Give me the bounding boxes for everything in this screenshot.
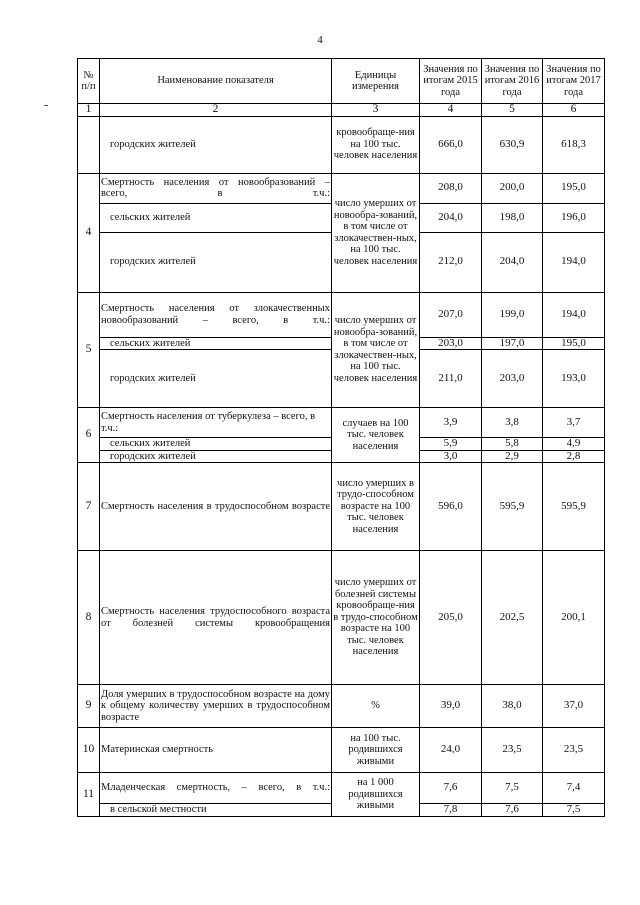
indicator-name: Смертность населения трудоспособного возраста от болезней системы кровообращения: [100, 551, 332, 685]
table-row: [78, 292, 605, 337]
value-2016: 203,0: [482, 350, 543, 408]
value-2016: 595,9: [482, 463, 543, 551]
row-number: 9: [78, 685, 100, 728]
col-number-2: 2: [100, 104, 332, 117]
row-number: 10: [78, 728, 100, 773]
col-number-6: 6: [543, 104, 605, 117]
unit-cell: случаев на 100 тыс. человек населения: [332, 408, 420, 463]
col-header-2017: Значения по итогам 2017 года: [543, 59, 605, 104]
unit-cell: число умерших в трудо-способном возрасте на 100 тыс. человек населения: [332, 463, 420, 551]
col-number-3: 3: [332, 104, 420, 117]
value-2015: 204,0: [420, 203, 482, 232]
indicator-name: городских жителей: [100, 232, 332, 292]
row-number: 5: [78, 292, 100, 408]
value-2016: 202,5: [482, 551, 543, 685]
indicator-name: сельских жителей: [100, 203, 332, 232]
row-number: 4: [78, 173, 100, 292]
row-number: 7: [78, 463, 100, 551]
value-2016: 199,0: [482, 292, 543, 337]
indicator-name: Младенческая смертность, – всего, в т.ч.:: [100, 773, 332, 804]
indicator-name: в сельской местности: [100, 804, 332, 817]
table-row: [78, 551, 605, 685]
unit-cell: число умерших от новообра-зований, в том числе от злокачествен-ных, на 100 тыс. человек населения: [332, 292, 420, 408]
value-2016: 7,5: [482, 773, 543, 804]
unit-cell: число умерших от новообра-зований, в том числе от злокачествен-ных, на 100 тыс. человек населения: [332, 173, 420, 292]
value-2017: 194,0: [543, 232, 605, 292]
value-2015: 24,0: [420, 728, 482, 773]
col-number-1: 1: [78, 104, 100, 117]
unit-cell: на 100 тыс. родившихся живыми: [332, 728, 420, 773]
value-2015: 212,0: [420, 232, 482, 292]
indicator-name: городских жителей: [100, 350, 332, 408]
value-2015: 39,0: [420, 685, 482, 728]
value-2015: 5,9: [420, 438, 482, 451]
value-2016: 200,0: [482, 173, 543, 203]
value-2015: 596,0: [420, 463, 482, 551]
value-2015: 211,0: [420, 350, 482, 408]
unit-cell: число умерших от болезней системы кровообраще-ния в трудо-способном возрасте на 100 тыс. человек населения: [332, 551, 420, 685]
unit-cell: на 1 000 родившихся живыми: [332, 773, 420, 817]
value-2015: 208,0: [420, 173, 482, 203]
value-2016: 3,8: [482, 408, 543, 438]
table-row: [78, 773, 605, 804]
value-2017: 200,1: [543, 551, 605, 685]
value-2015: 203,0: [420, 337, 482, 350]
col-header-2016: Значения по итогам 2016 года: [482, 59, 543, 104]
indicator-name: городских жителей: [100, 450, 332, 463]
value-2017: 193,0: [543, 350, 605, 408]
value-2015: 666,0: [420, 116, 482, 173]
value-2017: 4,9: [543, 438, 605, 451]
indicator-name: Доля умерших в трудоспособном возрасте на дому к общему количеству умерших в трудоспособном возрасте: [100, 685, 332, 728]
col-header-unit: Единицы измерения: [332, 59, 420, 104]
value-2017: 23,5: [543, 728, 605, 773]
value-2015: 3,9: [420, 408, 482, 438]
value-2017: 195,0: [543, 173, 605, 203]
indicator-name: Смертность населения от новообразований – всего, в т.ч.:: [100, 173, 332, 203]
value-2016: 38,0: [482, 685, 543, 728]
col-number-4: 4: [420, 104, 482, 117]
col-header-2015: Значения по итогам 2015 года: [420, 59, 482, 104]
value-2017: 7,4: [543, 773, 605, 804]
table-row: [78, 728, 605, 773]
header-row: [78, 59, 605, 104]
column-number-row: [78, 104, 605, 117]
value-2017: 37,0: [543, 685, 605, 728]
value-2016: 5,8: [482, 438, 543, 451]
value-2016: 204,0: [482, 232, 543, 292]
value-2017: 618,3: [543, 116, 605, 173]
row-number: 6: [78, 408, 100, 463]
indicator-name: сельских жителей: [100, 337, 332, 350]
value-2015: 205,0: [420, 551, 482, 685]
indicator-name: сельских жителей: [100, 438, 332, 451]
value-2016: 2,9: [482, 450, 543, 463]
value-2017: 196,0: [543, 203, 605, 232]
indicators-table: [77, 58, 605, 817]
indicator-name: Смертность населения в трудоспособном возрасте: [100, 463, 332, 551]
table-row: [78, 408, 605, 438]
col-header-num: № п/п: [78, 59, 100, 104]
value-2015: 3,0: [420, 450, 482, 463]
indicator-name: городских жителей: [100, 116, 332, 173]
value-2016: 23,5: [482, 728, 543, 773]
value-2016: 197,0: [482, 337, 543, 350]
col-number-5: 5: [482, 104, 543, 117]
table-row: [78, 685, 605, 728]
value-2016: 630,9: [482, 116, 543, 173]
value-2017: 2,8: [543, 450, 605, 463]
value-2016: 198,0: [482, 203, 543, 232]
unit-cell: %: [332, 685, 420, 728]
col-header-name: Наименование показателя: [100, 59, 332, 104]
table-row: [78, 463, 605, 551]
value-2017: 595,9: [543, 463, 605, 551]
indicator-name: Смертность населения от туберкулеза – всего, в т.ч.:: [100, 408, 332, 438]
value-2015: 7,6: [420, 773, 482, 804]
value-2016: 7,6: [482, 804, 543, 817]
value-2017: 195,0: [543, 337, 605, 350]
value-2015: 7,8: [420, 804, 482, 817]
table-row: [78, 116, 605, 173]
unit-cell: кровообраще-ния на 100 тыс. человек населения: [332, 116, 420, 173]
indicator-name: Смертность населения от злокачественных новообразований – всего, в т.ч.:: [100, 292, 332, 337]
value-2017: 3,7: [543, 408, 605, 438]
row-number: [78, 116, 100, 173]
margin-mark: [44, 105, 48, 106]
row-number: 11: [78, 773, 100, 817]
table-row: [78, 173, 605, 203]
value-2017: 7,5: [543, 804, 605, 817]
indicator-name: Материнская смертность: [100, 728, 332, 773]
page-number: 4: [317, 34, 323, 46]
value-2017: 194,0: [543, 292, 605, 337]
value-2015: 207,0: [420, 292, 482, 337]
row-number: 8: [78, 551, 100, 685]
